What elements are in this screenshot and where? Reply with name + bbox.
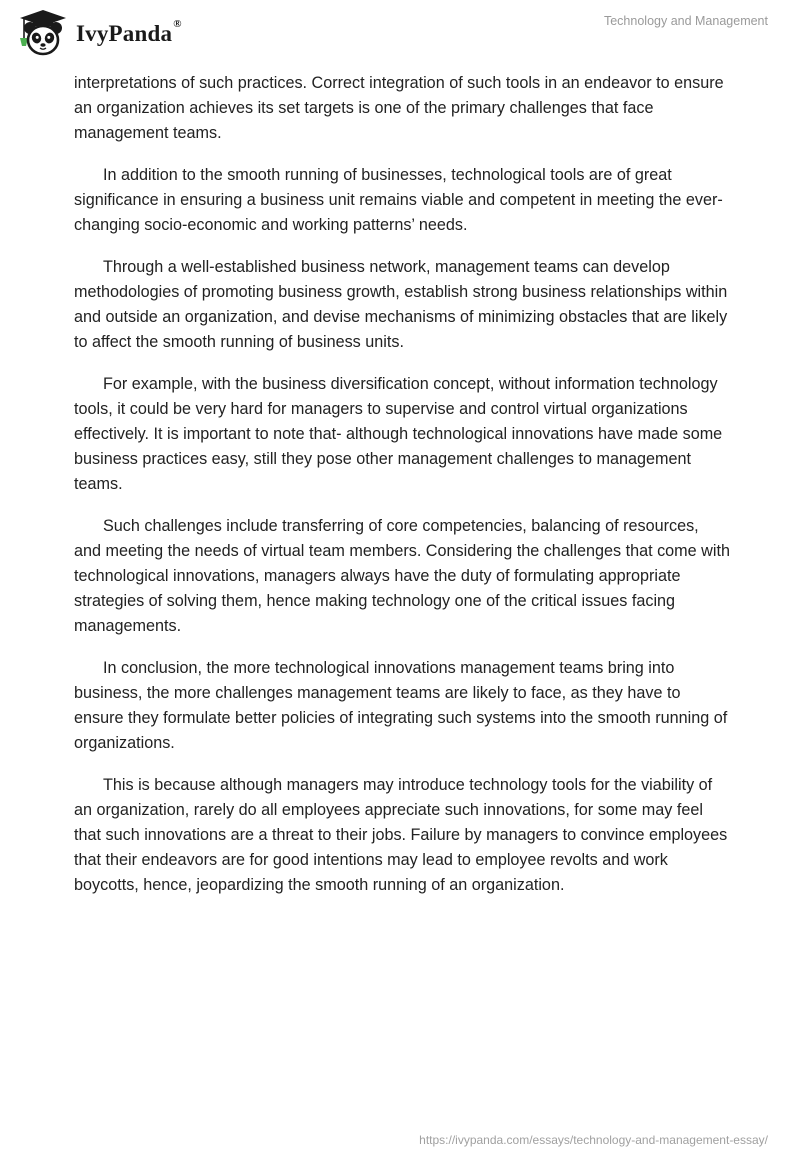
essay-body xyxy=(74,71,730,915)
paragraph: In addition to the smooth running of businesses, technological tools are of great significance in ensuring a business unit remains viable and competent in meeting the ever-changing socio-economic and working patterns’ needs. xyxy=(74,166,723,234)
ivypanda-logo[interactable] xyxy=(14,8,182,58)
source-url[interactable]: https://ivypanda.com/essays/technology-and-management-essay/ xyxy=(419,1133,768,1147)
registered-mark: ® xyxy=(173,18,182,30)
paragraph: interpretations of such practices. Correct integration of such tools in an endeavor to ensure an organization achieves its set targets is one of the primary challenges that face management teams. xyxy=(74,74,724,142)
paragraph: Such challenges include transferring of core competencies, balancing of resources, and meeting the needs of virtual team members. Considering the challenges that come with technological innovations, managers always have the duty of formulating appropriate strategies of solving them, hence making technology one of the critical issues facing managements. xyxy=(74,517,730,635)
page-header xyxy=(0,0,800,70)
paragraph: This is because although managers may introduce technology tools for the viability of an organization, rarely do all employees appreciate such innovations, for some may feel that such innovations are a threat to their jobs. Failure by managers to convince employees that their endeavors are for good intentions may lead to employee revolts and work boycotts, hence, jeopardizing the smooth running of an organization. xyxy=(74,776,728,894)
panda-graduate-icon xyxy=(14,8,72,58)
paragraph: For example, with the business diversification concept, without information technology tools, it could be very hard for managers to supervise and control virtual organizations effectively. It is important to note that- although technological innovations have made some business practices easy, still they pose other management challenges to management teams. xyxy=(74,375,723,493)
paragraph: In conclusion, the more technological innovations management teams bring into business, the more challenges management teams are likely to face, as they have to ensure they formulate better policies of integrating such systems into the smooth running of organizations. xyxy=(74,659,728,752)
paragraph: Through a well-established business network, management teams can develop methodologies of promoting business growth, establish strong business relationships within and outside an organization, and devise mechanisms of minimizing obstacles that are likely to affect the smooth running of business units. xyxy=(74,258,728,351)
document-title: Technology and Management xyxy=(603,14,768,28)
brand-name: IvyPanda® xyxy=(76,18,182,46)
